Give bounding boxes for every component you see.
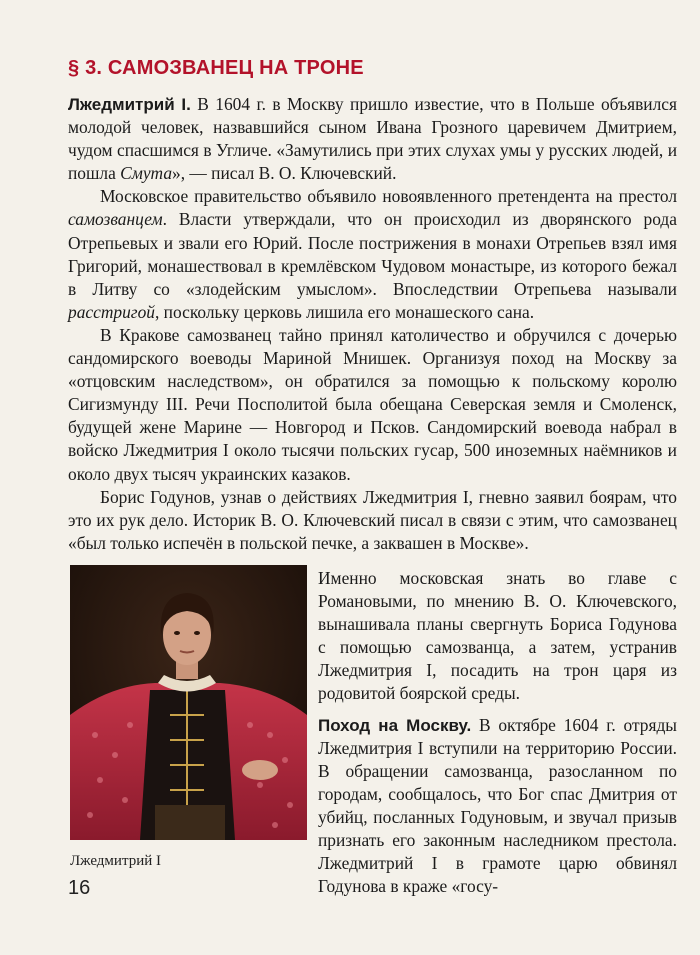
term-rasstriga: расстригой [68, 301, 155, 322]
paragraph-4-side: Именно московская знать во главе с Романовыми, по мнению В. О. Ключевского, вынашивала планы свергнуть Бориса Годунова с помощью самозванца, а затем, устранив Лжедмитрия I, посадить на трон царя из родовитой боярской среды. [318, 568, 677, 704]
main-text [68, 93, 677, 555]
term-samozvanets: самозванцем [68, 209, 163, 230]
paragraph-text: », — писал В. О. Ключевский. [172, 163, 397, 184]
side-text [318, 568, 677, 898]
portrait-image [70, 565, 307, 840]
paragraph-text: Московское правительство объявило новоявленного претендента на престол [100, 186, 677, 207]
term-smuta: Смута [120, 163, 173, 184]
paragraph-2 [68, 185, 677, 324]
portrait-illustration [70, 565, 307, 840]
paragraph-text: В октябре 1604 г. отряды Лжедмитрия I вступили на территорию России. В обращении самозванца, разосланном по городам, сообщалось, что Бог спас Дмитрия от убийц, посланных Годуновым, и звучал призыв признать его законным наследником престола. Лжедмитрий I в грамоте царю обвинял Годунова в краже «госу- [318, 714, 677, 897]
section-title: § 3. САМОЗВАНЕЦ НА ТРОНЕ [68, 57, 364, 79]
paragraph-5 [318, 714, 677, 899]
portrait-caption: Лжедмитрий I [70, 853, 161, 869]
paragraph-3: В Кракове самозванец тайно принял католичество и обручился с дочерью сандомирского воеводы Мариной Мнишек. Организуя поход на Москву за «отцовским наследством», он обратился за помощью к польскому королю Сигизмунду III. Речи Посполитой была обещана Северская земля и Смоленск, будущей жене Марине — Новгород и Псков. Сандомирский воевода набрал в войско Лжедмитрия I около тысячи польских гусар, 500 иноземных наёмников и около двух тысяч украинских казаков. [68, 324, 677, 484]
paragraph-text: , поскольку церковь лишила его монашеского сана. [154, 301, 535, 322]
paragraph-text: . Власти утверждали, что он происходил из дворянского рода Отрепьевых и звали его Юрий. После пострижения в монахи Отрепьев взял имя Григорий, монашествовал в кремлёвском Чудовом монастыре, из которого бежал в Литву со «злодейским умыслом». Впоследствии Отрепьева называли [68, 209, 677, 299]
paragraph-4-top: Борис Годунов, узнав о действиях Лжедмитрия I, гневно заявил боярам, что это их рук дело. Историк В. О. Ключевский писал в связи с этим, что самозванец «был только испечён в польской печке, а заквашен в Москве». [68, 486, 677, 553]
page-number: 16 [68, 877, 91, 899]
paragraph-1 [68, 93, 677, 185]
paragraph-lead-false-dmitry: Лжедмитрий I. [68, 95, 191, 114]
paragraph-text: В 1604 г. в Москву пришло известие, что в Польше объявился молодой человек, назвавшийся сыном Ивана Грозного царевичем Дмитрием, чудом спасшимся в Угличе. «Замутились при этих слухах умы у русских людей, и пошла [68, 94, 678, 184]
paragraph-lead-campaign: Поход на Москву. [318, 715, 472, 735]
